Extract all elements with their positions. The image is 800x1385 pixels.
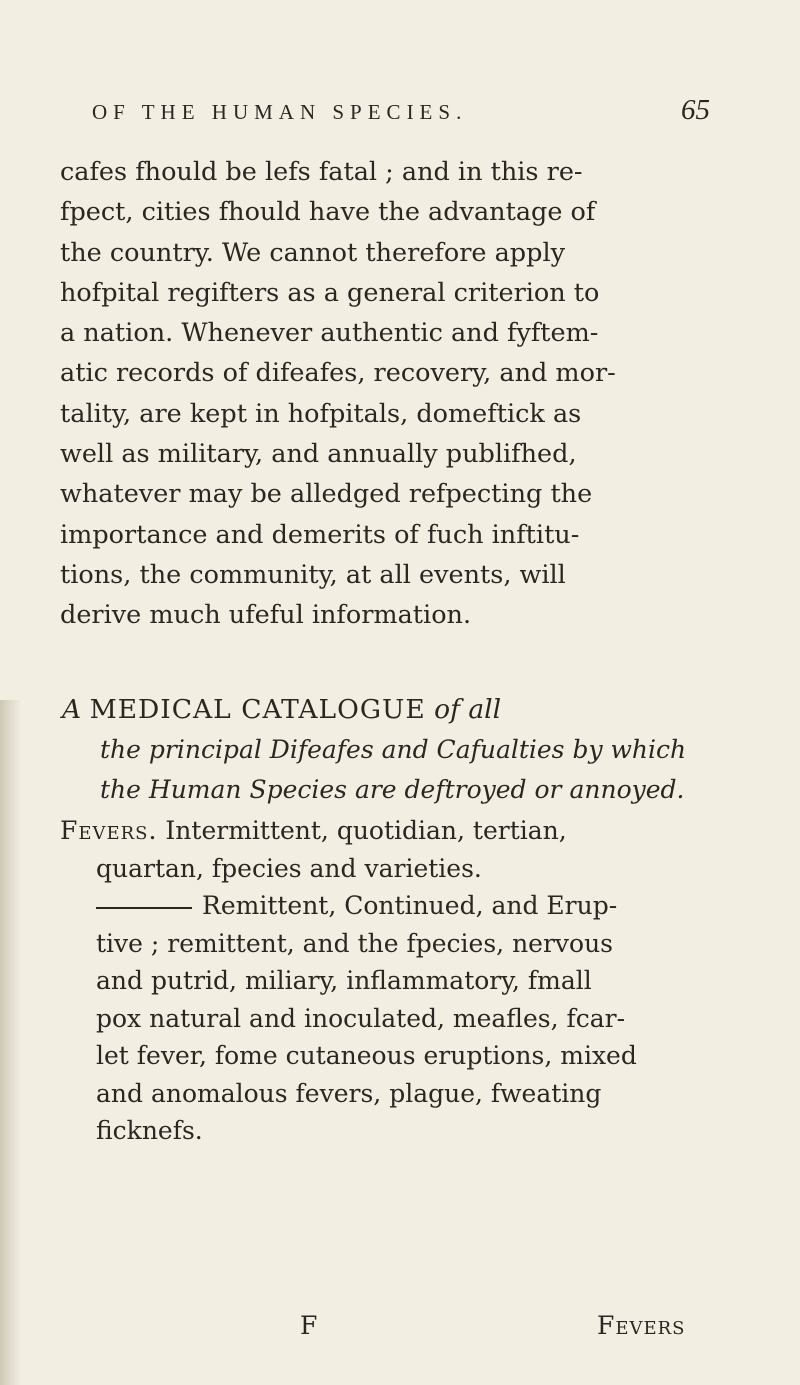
catalogue-heading-line2: the principal Difeafes and Cafualties by which: [100, 735, 687, 764]
catalogue-heading: [62, 690, 722, 810]
text-line: tions, the community, at all events, will: [60, 559, 566, 590]
text-line: a nation. Whenever authentic and fyftem-: [60, 318, 599, 349]
catalogue-heading-line3: the Human Species are deftroyed or annoyed.: [100, 775, 685, 804]
entry-text-line: tive ; remittent, and the fpecies, nervous: [96, 928, 614, 958]
ditto-dash: [96, 907, 192, 909]
text-line: whatever may be alledged refpecting the: [60, 479, 593, 510]
entry-text-line: let fever, fome cutaneous eruptions, mixed: [96, 1041, 637, 1070]
entry-text-line: pox natural and inoculated, meafles, fcar-: [96, 1003, 626, 1033]
catalogue-caps: MEDICAL CATALOGUE: [89, 694, 426, 725]
entry-fevers-line: [60, 812, 740, 850]
text-line: tality, are kept in hofpitals, domeftick as: [60, 398, 582, 429]
running-head-title: OF THE HUMAN SPECIES.: [92, 100, 468, 124]
text-line: derive much ufeful information.: [60, 600, 472, 631]
entry-text: Remittent, Continued, and Erup-: [202, 891, 618, 920]
entry-text-line: ficknefs.: [96, 1116, 203, 1145]
page-number: 65: [681, 94, 710, 126]
entry-label: Fevers.: [60, 816, 158, 845]
catalogue-heading-line1: [62, 690, 722, 730]
text-line: hofpital regifters as a general criterion to: [60, 277, 600, 308]
entry-text: Intermittent, quotidian, tertian,: [165, 816, 567, 845]
entry-text-line: quartan, fpecies and varieties.: [96, 853, 482, 883]
catchword: Fevers: [597, 1311, 686, 1340]
entry-text-line: and anomalous fevers, plague, fweating: [96, 1078, 602, 1108]
catalogue-lead: A: [62, 694, 82, 725]
page-gutter-shadow: [0, 700, 22, 1385]
body-paragraph: [60, 152, 720, 636]
text-line: atic records of difeafes, recovery, and mor-: [60, 358, 616, 389]
text-line: well as military, and annually publifhed,: [60, 439, 577, 470]
text-line: the country. We cannot therefore apply: [60, 237, 566, 268]
signature-mark: F: [300, 1311, 318, 1340]
catalogue-tail: of all: [434, 694, 502, 725]
text-line: fpect, cities fhould have the advantage of: [60, 197, 596, 228]
text-line: importance and demerits of fuch inftitu-: [60, 519, 580, 550]
catalogue-entries: [60, 812, 740, 1150]
entry-remittent-line: [60, 887, 740, 925]
text-line: cafes fhould be lefs fatal ; and in this re-: [60, 157, 583, 187]
entry-text-line: and putrid, miliary, inflammatory, fmall: [96, 966, 592, 995]
running-head: [92, 94, 710, 127]
